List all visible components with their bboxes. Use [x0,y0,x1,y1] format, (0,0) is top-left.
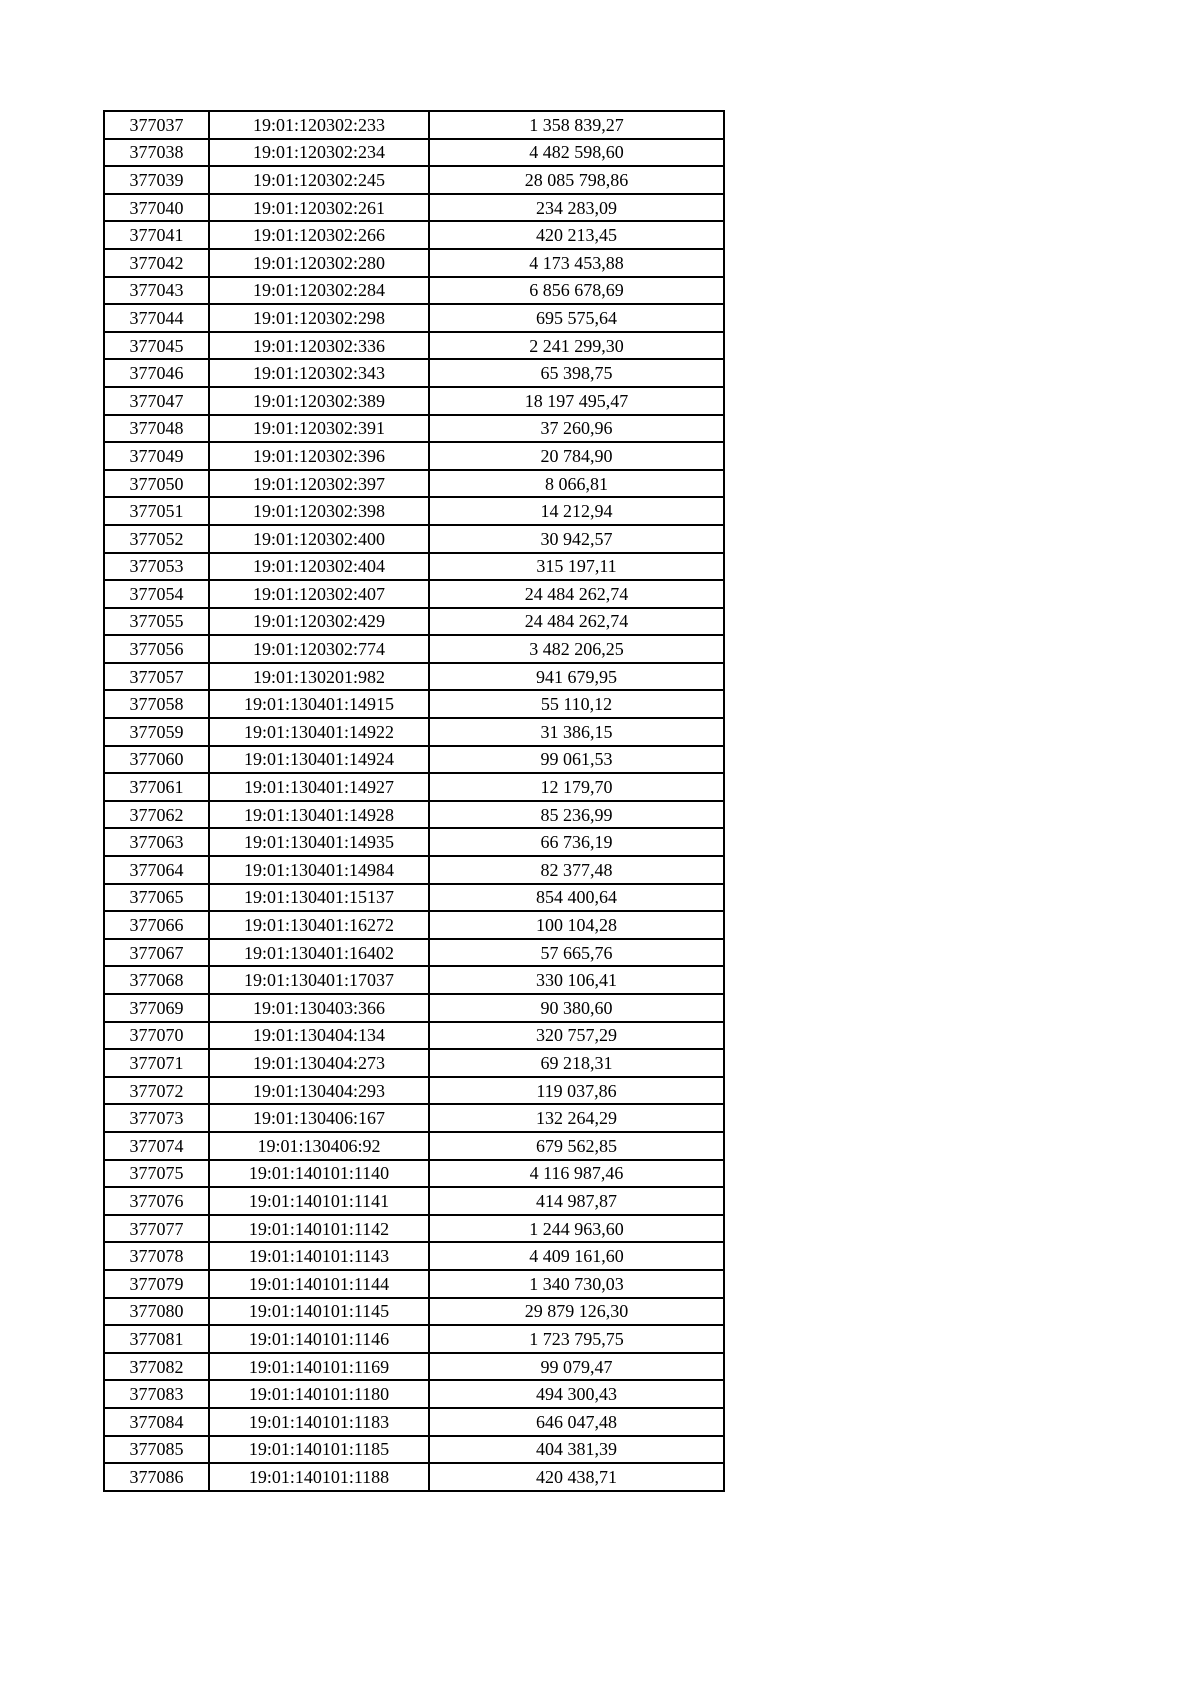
row-number-cell: 377071 [104,1049,209,1077]
value-cell: 330 106,41 [429,966,724,994]
value-cell: 31 386,15 [429,718,724,746]
value-cell: 57 665,76 [429,939,724,967]
cadastral-number-cell: 19:01:120302:343 [209,359,429,387]
value-cell: 1 358 839,27 [429,111,724,139]
table-row [104,1242,724,1270]
table-row [104,139,724,167]
value-cell: 6 856 678,69 [429,277,724,305]
value-cell: 99 079,47 [429,1353,724,1381]
table-row [104,1270,724,1298]
value-cell: 494 300,43 [429,1380,724,1408]
cadastral-number-cell: 19:01:120302:396 [209,442,429,470]
table-row [104,856,724,884]
row-number-cell: 377086 [104,1463,209,1491]
row-number-cell: 377077 [104,1215,209,1243]
value-cell: 24 484 262,74 [429,608,724,636]
row-number-cell: 377054 [104,580,209,608]
cadastral-number-cell: 19:01:130401:14984 [209,856,429,884]
table-row [104,1325,724,1353]
value-cell: 8 066,81 [429,470,724,498]
cadastral-number-cell: 19:01:130401:14924 [209,746,429,774]
value-cell: 3 482 206,25 [429,635,724,663]
cadastral-number-cell: 19:01:140101:1144 [209,1270,429,1298]
cadastral-number-cell: 19:01:130201:982 [209,663,429,691]
table-row [104,939,724,967]
table-row [104,718,724,746]
table-row [104,580,724,608]
table-row [104,1380,724,1408]
cadastral-number-cell: 19:01:130404:293 [209,1077,429,1105]
row-number-cell: 377081 [104,1325,209,1353]
cadastral-number-cell: 19:01:120302:407 [209,580,429,608]
row-number-cell: 377052 [104,525,209,553]
row-number-cell: 377061 [104,773,209,801]
table-row [104,746,724,774]
table-row [104,166,724,194]
value-cell: 90 380,60 [429,994,724,1022]
cadastral-number-cell: 19:01:120302:398 [209,497,429,525]
row-number-cell: 377085 [104,1436,209,1464]
value-cell: 320 757,29 [429,1022,724,1050]
row-number-cell: 377083 [104,1380,209,1408]
table-row [104,608,724,636]
table-row [104,1215,724,1243]
cadastral-number-cell: 19:01:140101:1140 [209,1160,429,1188]
row-number-cell: 377049 [104,442,209,470]
table-row [104,690,724,718]
cadastral-number-cell: 19:01:130401:16272 [209,911,429,939]
value-cell: 420 213,45 [429,221,724,249]
table-row [104,332,724,360]
row-number-cell: 377067 [104,939,209,967]
row-number-cell: 377084 [104,1408,209,1436]
row-number-cell: 377068 [104,966,209,994]
value-cell: 132 264,29 [429,1104,724,1132]
table-row [104,221,724,249]
value-cell: 119 037,86 [429,1077,724,1105]
table-row [104,1298,724,1326]
row-number-cell: 377066 [104,911,209,939]
table-row [104,635,724,663]
cadastral-number-cell: 19:01:140101:1180 [209,1380,429,1408]
cadastral-number-cell: 19:01:120302:234 [209,139,429,167]
table-row [104,828,724,856]
table-row [104,1104,724,1132]
row-number-cell: 377060 [104,746,209,774]
cadastral-number-cell: 19:01:130401:14915 [209,690,429,718]
table-row [104,994,724,1022]
table-row [104,1187,724,1215]
cadastral-number-cell: 19:01:140101:1141 [209,1187,429,1215]
cadastral-number-cell: 19:01:140101:1142 [209,1215,429,1243]
value-cell: 20 784,90 [429,442,724,470]
value-cell: 65 398,75 [429,359,724,387]
cadastral-number-cell: 19:01:130401:14928 [209,801,429,829]
value-cell: 2 241 299,30 [429,332,724,360]
value-cell: 414 987,87 [429,1187,724,1215]
value-cell: 24 484 262,74 [429,580,724,608]
row-number-cell: 377080 [104,1298,209,1326]
table-row [104,249,724,277]
table-row [104,525,724,553]
row-number-cell: 377076 [104,1187,209,1215]
cadastral-number-cell: 19:01:120302:261 [209,194,429,222]
cadastral-number-cell: 19:01:140101:1188 [209,1463,429,1491]
cadastral-number-cell: 19:01:130404:273 [209,1049,429,1077]
value-cell: 55 110,12 [429,690,724,718]
row-number-cell: 377078 [104,1242,209,1270]
value-cell: 941 679,95 [429,663,724,691]
table-row [104,1160,724,1188]
value-cell: 29 879 126,30 [429,1298,724,1326]
row-number-cell: 377042 [104,249,209,277]
value-cell: 30 942,57 [429,525,724,553]
row-number-cell: 377058 [104,690,209,718]
value-cell: 37 260,96 [429,415,724,443]
cadastral-number-cell: 19:01:130403:366 [209,994,429,1022]
cadastral-number-cell: 19:01:130401:14935 [209,828,429,856]
value-cell: 1 340 730,03 [429,1270,724,1298]
row-number-cell: 377070 [104,1022,209,1050]
cadastral-number-cell: 19:01:120302:389 [209,387,429,415]
value-cell: 18 197 495,47 [429,387,724,415]
table-row [104,1022,724,1050]
table-row [104,966,724,994]
value-cell: 4 173 453,88 [429,249,724,277]
value-cell: 404 381,39 [429,1436,724,1464]
row-number-cell: 377082 [104,1353,209,1381]
row-number-cell: 377075 [104,1160,209,1188]
value-cell: 315 197,11 [429,553,724,581]
table-row [104,387,724,415]
table-row [104,911,724,939]
cadastral-number-cell: 19:01:120302:400 [209,525,429,553]
row-number-cell: 377055 [104,608,209,636]
value-cell: 14 212,94 [429,497,724,525]
row-number-cell: 377069 [104,994,209,1022]
cadastral-number-cell: 19:01:130406:92 [209,1132,429,1160]
cadastral-number-cell: 19:01:120302:298 [209,304,429,332]
row-number-cell: 377051 [104,497,209,525]
table-row [104,1132,724,1160]
table-row [104,442,724,470]
row-number-cell: 377045 [104,332,209,360]
cadastral-number-cell: 19:01:140101:1145 [209,1298,429,1326]
value-cell: 854 400,64 [429,884,724,912]
table-row [104,1353,724,1381]
table-row [104,553,724,581]
cadastral-number-cell: 19:01:140101:1185 [209,1436,429,1464]
cadastral-number-cell: 19:01:120302:774 [209,635,429,663]
table-row [104,194,724,222]
value-cell: 695 575,64 [429,304,724,332]
value-cell: 646 047,48 [429,1408,724,1436]
row-number-cell: 377047 [104,387,209,415]
value-cell: 1 723 795,75 [429,1325,724,1353]
table-row [104,1077,724,1105]
row-number-cell: 377062 [104,801,209,829]
cadastral-number-cell: 19:01:120302:336 [209,332,429,360]
cadastral-number-cell: 19:01:120302:391 [209,415,429,443]
table-body [104,111,724,1491]
cadastral-number-cell: 19:01:130406:167 [209,1104,429,1132]
value-cell: 4 482 598,60 [429,139,724,167]
cadastral-number-cell: 19:01:120302:284 [209,277,429,305]
value-cell: 1 244 963,60 [429,1215,724,1243]
cadastral-number-cell: 19:01:140101:1143 [209,1242,429,1270]
value-cell: 12 179,70 [429,773,724,801]
cadastral-number-cell: 19:01:120302:266 [209,221,429,249]
cadastral-number-cell: 19:01:120302:429 [209,608,429,636]
row-number-cell: 377072 [104,1077,209,1105]
row-number-cell: 377063 [104,828,209,856]
value-cell: 99 061,53 [429,746,724,774]
cadastral-number-cell: 19:01:120302:397 [209,470,429,498]
row-number-cell: 377073 [104,1104,209,1132]
table-row [104,304,724,332]
cadastral-number-cell: 19:01:140101:1183 [209,1408,429,1436]
value-cell: 66 736,19 [429,828,724,856]
value-cell: 4 409 161,60 [429,1242,724,1270]
table-row [104,773,724,801]
row-number-cell: 377046 [104,359,209,387]
cadastral-number-cell: 19:01:120302:245 [209,166,429,194]
value-cell: 28 085 798,86 [429,166,724,194]
cadastral-number-cell: 19:01:140101:1169 [209,1353,429,1381]
table-row [104,801,724,829]
cadastral-number-cell: 19:01:130401:14927 [209,773,429,801]
value-cell: 679 562,85 [429,1132,724,1160]
cadastral-number-cell: 19:01:130404:134 [209,1022,429,1050]
cadastral-number-cell: 19:01:120302:280 [209,249,429,277]
row-number-cell: 377050 [104,470,209,498]
row-number-cell: 377040 [104,194,209,222]
table-row [104,497,724,525]
cadastral-number-cell: 19:01:130401:14922 [209,718,429,746]
value-cell: 69 218,31 [429,1049,724,1077]
cadastral-number-cell: 19:01:130401:16402 [209,939,429,967]
row-number-cell: 377079 [104,1270,209,1298]
row-number-cell: 377037 [104,111,209,139]
cadastral-number-cell: 19:01:130401:15137 [209,884,429,912]
table-row [104,1408,724,1436]
row-number-cell: 377048 [104,415,209,443]
row-number-cell: 377059 [104,718,209,746]
table-row [104,415,724,443]
row-number-cell: 377053 [104,553,209,581]
value-cell: 420 438,71 [429,1463,724,1491]
row-number-cell: 377065 [104,884,209,912]
value-cell: 85 236,99 [429,801,724,829]
row-number-cell: 377057 [104,663,209,691]
value-cell: 4 116 987,46 [429,1160,724,1188]
table-row [104,1436,724,1464]
row-number-cell: 377043 [104,277,209,305]
row-number-cell: 377044 [104,304,209,332]
row-number-cell: 377074 [104,1132,209,1160]
row-number-cell: 377056 [104,635,209,663]
cadastral-number-cell: 19:01:120302:233 [209,111,429,139]
row-number-cell: 377038 [104,139,209,167]
table-row [104,359,724,387]
value-cell: 100 104,28 [429,911,724,939]
cadastral-number-cell: 19:01:120302:404 [209,553,429,581]
value-cell: 234 283,09 [429,194,724,222]
row-number-cell: 377064 [104,856,209,884]
cadastral-value-table [103,110,725,1492]
value-cell: 82 377,48 [429,856,724,884]
table-row [104,111,724,139]
table-row [104,277,724,305]
table-row [104,663,724,691]
table-row [104,470,724,498]
row-number-cell: 377041 [104,221,209,249]
table-row [104,884,724,912]
cadastral-number-cell: 19:01:140101:1146 [209,1325,429,1353]
table-row [104,1049,724,1077]
row-number-cell: 377039 [104,166,209,194]
table-row [104,1463,724,1491]
cadastral-number-cell: 19:01:130401:17037 [209,966,429,994]
